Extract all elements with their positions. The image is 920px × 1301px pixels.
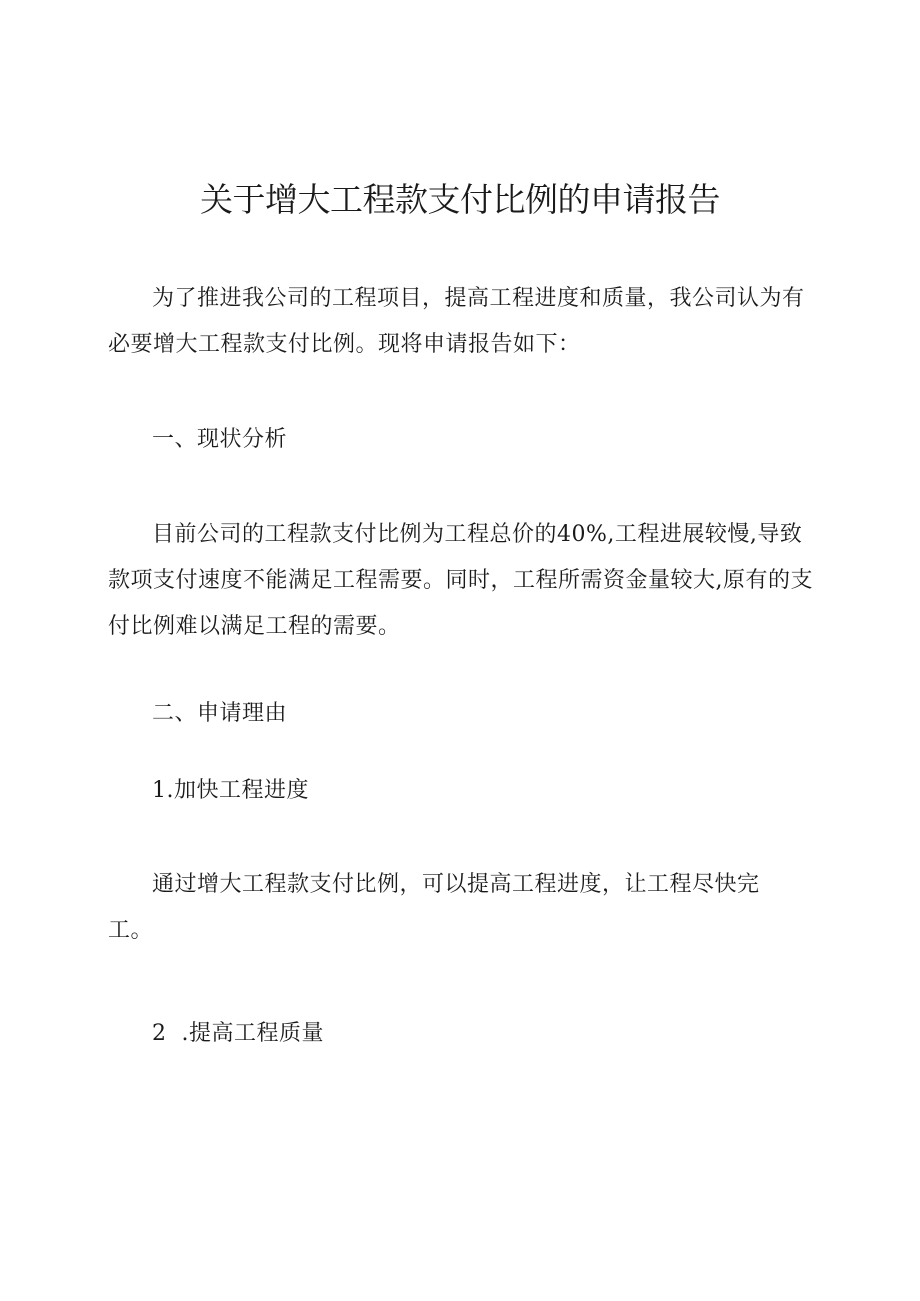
speed-up-progress-paragraph: 通过增大工程款支付比例，可以提高工程进度，让工程尽快完工。 bbox=[108, 872, 760, 943]
item-heading-speed-up-progress: 1.加快工程进度 bbox=[152, 778, 309, 803]
section-heading-status-analysis: 一、现状分析 bbox=[152, 427, 288, 452]
section-heading-application-reasons: 二、申请理由 bbox=[152, 701, 288, 726]
status-analysis-paragraph: 目前公司的工程款支付比例为工程总价的40%,工程进展较慢,导致款项支付速度不能满足工程需要。同时，工程所需资金量较大,原有的支付比例难以满足工程的需要。 bbox=[108, 522, 813, 639]
document-title: 关于增大工程款支付比例的申请报告 bbox=[200, 180, 720, 219]
intro-paragraph: 为了推进我公司的工程项目，提高工程进度和质量，我公司认为有必要增大工程款支付比例。现将申请报告如下： bbox=[108, 286, 805, 357]
item-heading-improve-quality: 2 .提高工程质量 bbox=[152, 1021, 324, 1046]
